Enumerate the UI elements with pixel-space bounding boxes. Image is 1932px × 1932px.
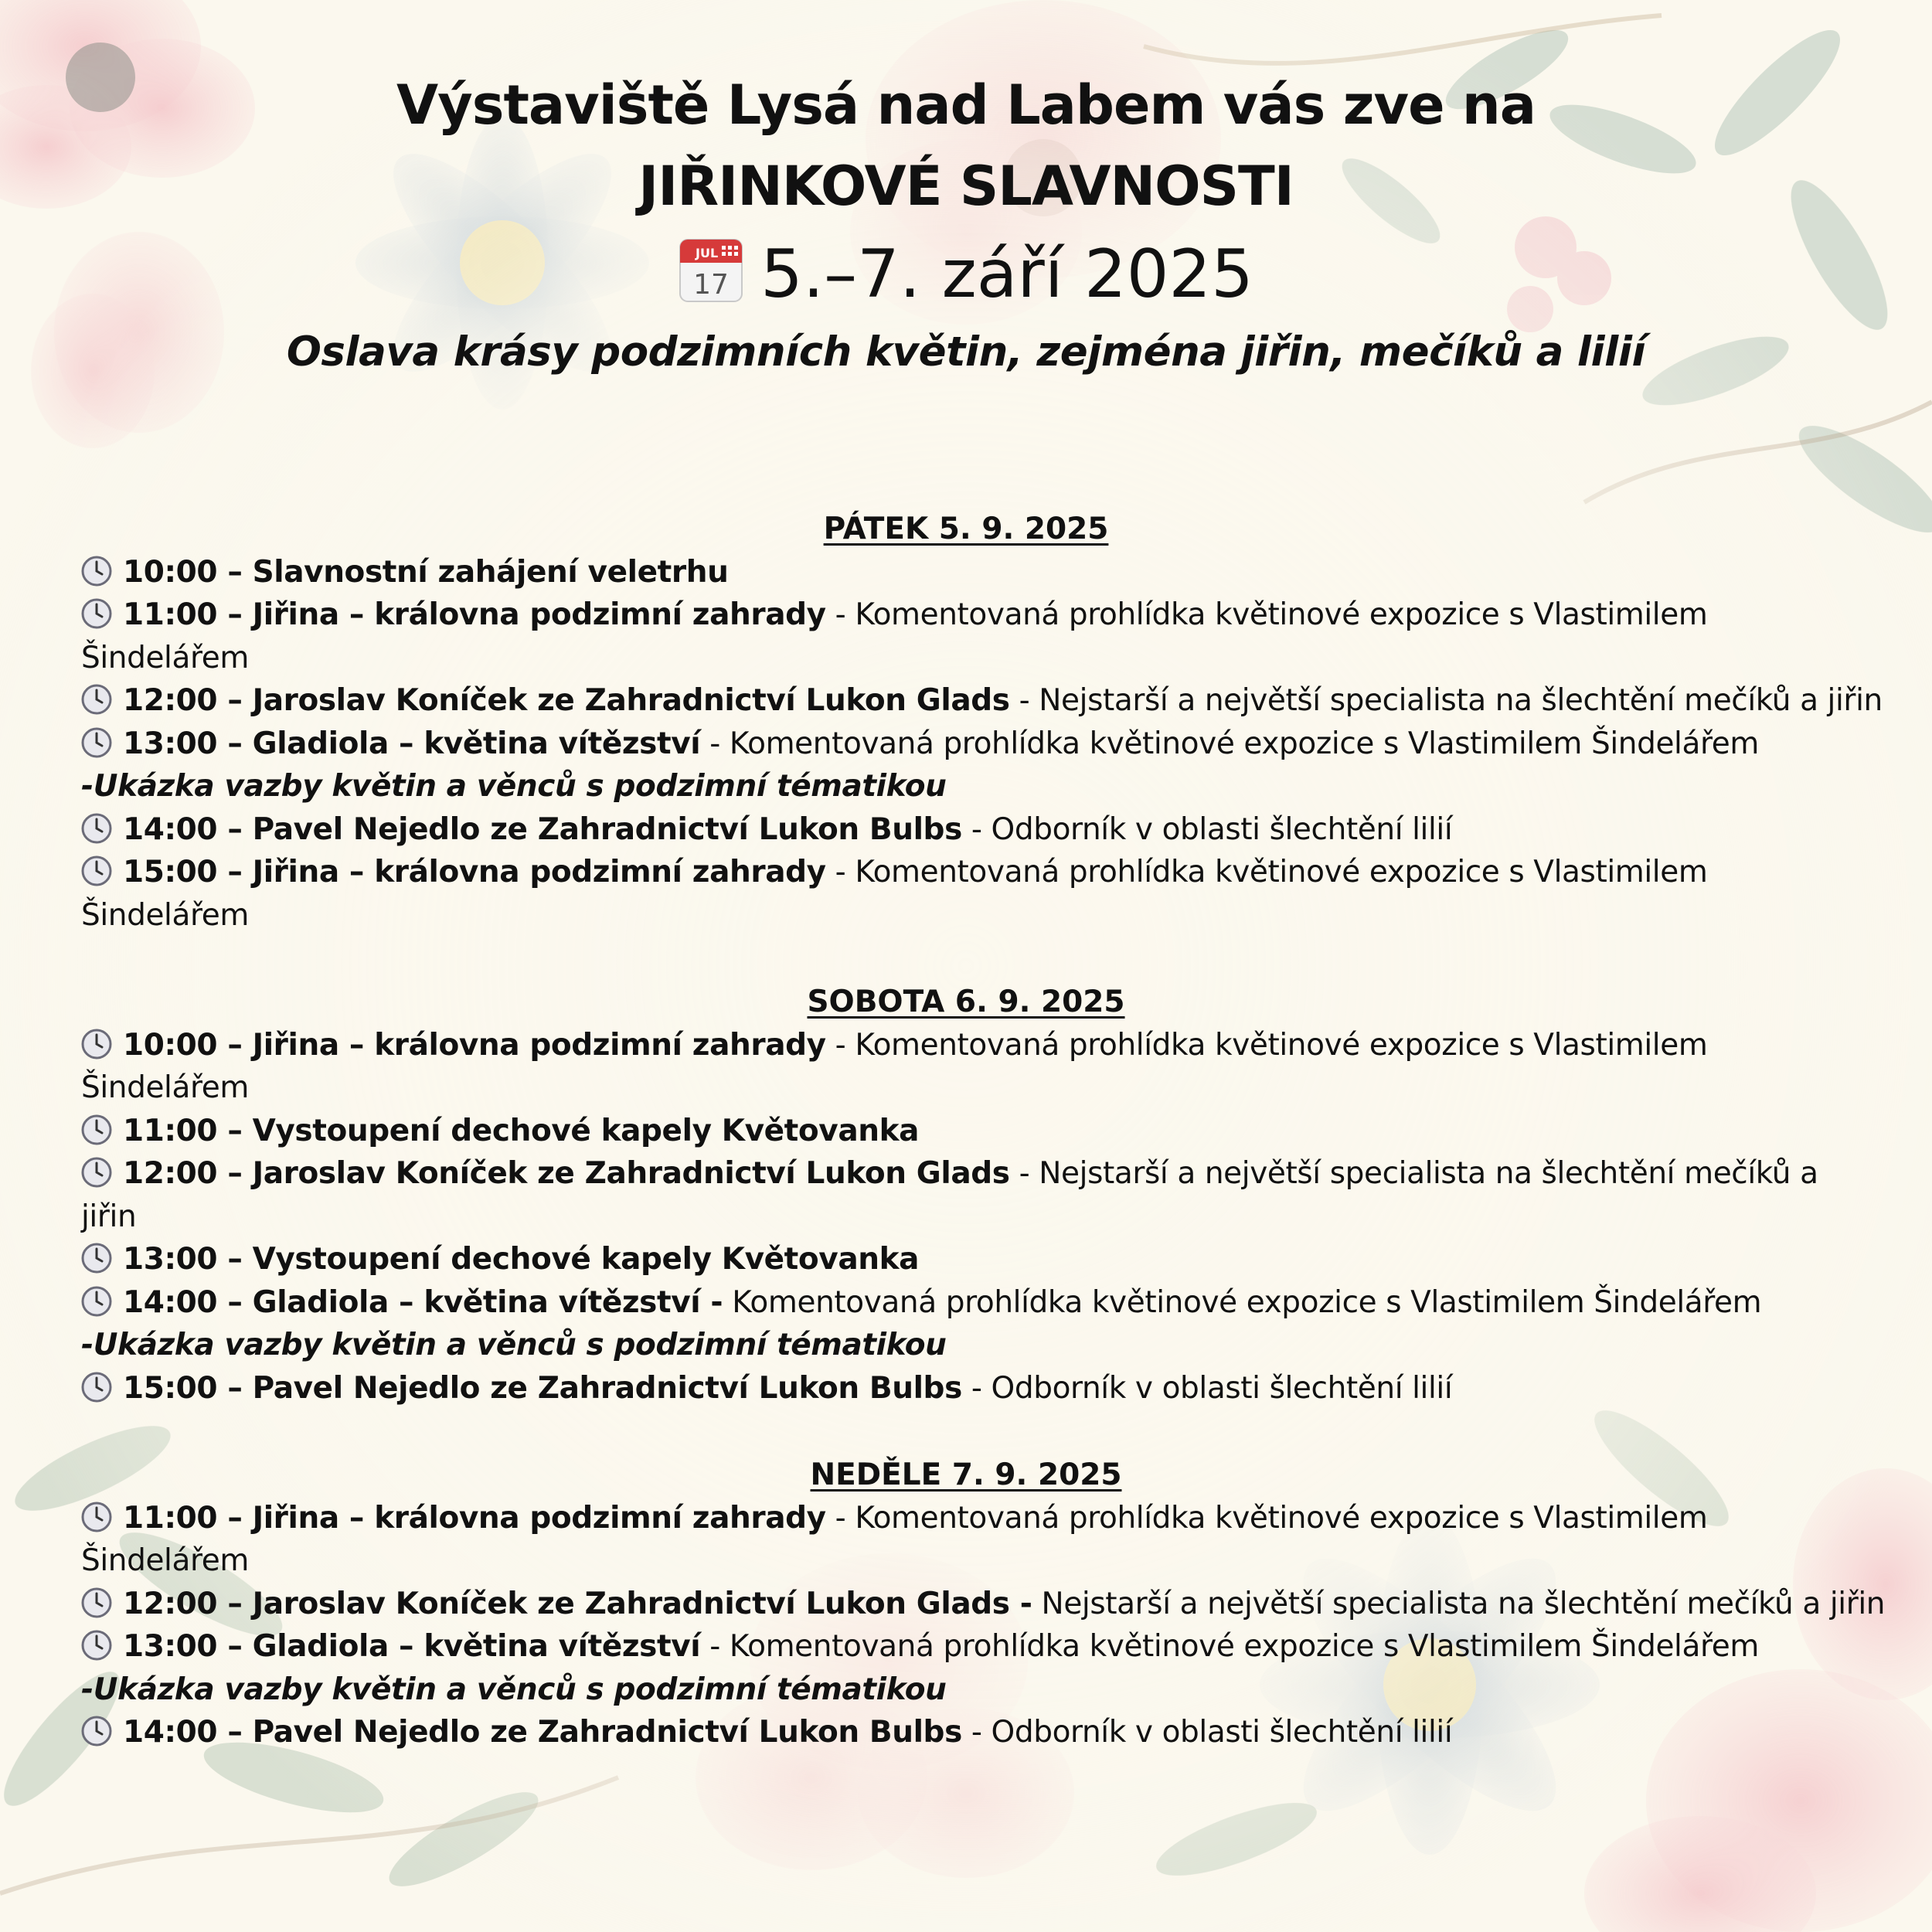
day-heading: PÁTEK 5. 9. 2025 <box>823 512 1109 546</box>
program-item <box>81 1629 1889 1664</box>
clock-icon <box>81 1587 112 1618</box>
item-time-title: 14:00 – Gladiola – květina vítězství - <box>123 1284 723 1320</box>
clock-icon <box>81 1286 112 1317</box>
program-item <box>81 683 1889 718</box>
calendar-day: 17 <box>693 269 730 301</box>
program-item <box>81 1114 1889 1148</box>
program-note <box>81 769 1889 804</box>
clock-icon <box>81 556 112 587</box>
item-description-continued: Šindelářem <box>81 1543 249 1578</box>
item-time-title: 12:00 – Jaroslav Koníček ze Zahradnictví Lukon Glads <box>123 1156 1010 1191</box>
clock-icon <box>81 813 112 844</box>
item-time-title: 15:00 – Jiřina – královna podzimní zahrady <box>123 855 826 889</box>
calendar-icon <box>679 236 743 303</box>
clock-icon <box>81 684 112 715</box>
item-time-title: 10:00 – Jiřina – královna podzimní zahrady <box>123 1027 826 1063</box>
item-time-title: 11:00 – Jiřina – královna podzimní zahrady <box>123 1500 826 1536</box>
item-description-continued: Šindelářem <box>81 897 249 933</box>
program-item <box>81 1028 1889 1063</box>
item-time-title: 11:00 – Jiřina – královna podzimní zahrady <box>123 597 826 632</box>
day-heading: NEDĚLE 7. 9. 2025 <box>810 1458 1122 1492</box>
item-description: Komentovaná prohlídka květinové expozice s Vlastimilem Šindelářem <box>723 1284 1762 1320</box>
clock-icon <box>81 1157 112 1188</box>
subtitle: Oslava krásy podzimních květin, zejména jiřin, mečíků a lilií <box>286 328 1646 376</box>
clock-icon <box>81 598 112 629</box>
item-time-title: 13:00 – Gladiola – květina vítězství <box>123 1629 701 1664</box>
item-description: - Nejstarší a největší specialista na šlechtění mečíků a <box>1009 1156 1818 1191</box>
item-description: - Komentovaná prohlídka květinové expozice s Vlastimilem Šindelářem <box>700 726 1759 761</box>
clock-icon <box>81 727 112 758</box>
note-text: -Ukázka vazby květin a věnců s podzimní tématikou <box>81 769 947 804</box>
item-time-title: 14:00 – Pavel Nejedlo ze Zahradnictví Lukon Bulbs <box>123 1715 962 1750</box>
program-item <box>81 855 1889 889</box>
clock-icon <box>81 1372 112 1403</box>
program-item <box>81 1501 1889 1536</box>
clock-icon <box>81 1502 112 1532</box>
clock-icon <box>81 1630 112 1661</box>
program-item <box>81 1715 1889 1750</box>
item-description-continued: Šindelářem <box>81 640 249 675</box>
item-description: - Odborník v oblasti šlechtění lilií <box>961 1370 1453 1406</box>
program-item <box>81 726 1889 761</box>
clock-icon <box>81 1243 112 1274</box>
clock-icon <box>81 1114 112 1145</box>
item-time-title: 13:00 – Vystoupení dechové kapely Květovanka <box>123 1242 920 1277</box>
item-time-title: 13:00 – Gladiola – květina vítězství <box>123 726 701 761</box>
item-description: - Odborník v oblasti šlechtění lilií <box>961 811 1453 847</box>
dates-text: 5.–7. září 2025 <box>760 236 1253 313</box>
program-item <box>81 1242 1889 1277</box>
item-time-title: 14:00 – Pavel Nejedlo ze Zahradnictví Lukon Bulbs <box>123 811 962 847</box>
item-time-title: 11:00 – Vystoupení dechové kapely Květovanka <box>123 1113 920 1148</box>
program-note <box>81 1328 1889 1362</box>
clock-icon <box>81 1029 112 1060</box>
item-description: - Nejstarší a největší specialista na šlechtění mečíků a jiřin <box>1009 683 1883 718</box>
program-item <box>81 1285 1889 1320</box>
item-description: - Komentovaná prohlídka květinové expozice s Vlastimilem <box>825 855 1708 889</box>
program-note <box>81 1672 1889 1707</box>
note-text: -Ukázka vazby květin a věnců s podzimní tématikou <box>81 1328 947 1362</box>
program-item <box>81 1371 1889 1406</box>
program-item <box>81 1587 1889 1621</box>
program-item <box>81 597 1889 632</box>
item-description-continued: jiřin <box>81 1199 137 1234</box>
day-heading: SOBOTA 6. 9. 2025 <box>807 985 1125 1019</box>
item-description-continued: Šindelářem <box>81 1070 249 1105</box>
event-title: JIŘINKOVÉ SLAVNOSTI <box>638 155 1294 218</box>
invitation-line: Výstaviště Lysá nad Labem vás zve na <box>396 73 1536 137</box>
item-description: Nejstarší a největší specialista na šlechtění mečíků a jiřin <box>1032 1586 1886 1621</box>
item-description: - Komentovaná prohlídka květinové expozice s Vlastimilem <box>825 1500 1708 1536</box>
event-dates <box>0 236 1932 313</box>
item-time-title: 15:00 – Pavel Nejedlo ze Zahradnictví Lukon Bulbs <box>123 1370 962 1406</box>
program-item <box>81 555 1889 590</box>
item-description: - Komentovaná prohlídka květinové expozice s Vlastimilem <box>825 1027 1708 1063</box>
note-text: -Ukázka vazby květin a věnců s podzimní tématikou <box>81 1672 947 1707</box>
calendar-month: JUL <box>696 246 719 260</box>
item-description: - Odborník v oblasti šlechtění lilií <box>961 1715 1453 1750</box>
clock-icon <box>81 1716 112 1747</box>
clock-icon <box>81 855 112 886</box>
item-time-title: 12:00 – Jaroslav Koníček ze Zahradnictví Lukon Glads - <box>123 1586 1032 1621</box>
item-time-title: 10:00 – Slavnostní zahájení veletrhu <box>123 554 729 590</box>
program-item <box>81 1156 1889 1191</box>
item-time-title: 12:00 – Jaroslav Koníček ze Zahradnictví Lukon Glads <box>123 683 1010 718</box>
item-description: - Komentovaná prohlídka květinové expozice s Vlastimilem <box>825 597 1708 632</box>
item-description: - Komentovaná prohlídka květinové expozice s Vlastimilem Šindelářem <box>700 1629 1759 1664</box>
program-item <box>81 812 1889 847</box>
